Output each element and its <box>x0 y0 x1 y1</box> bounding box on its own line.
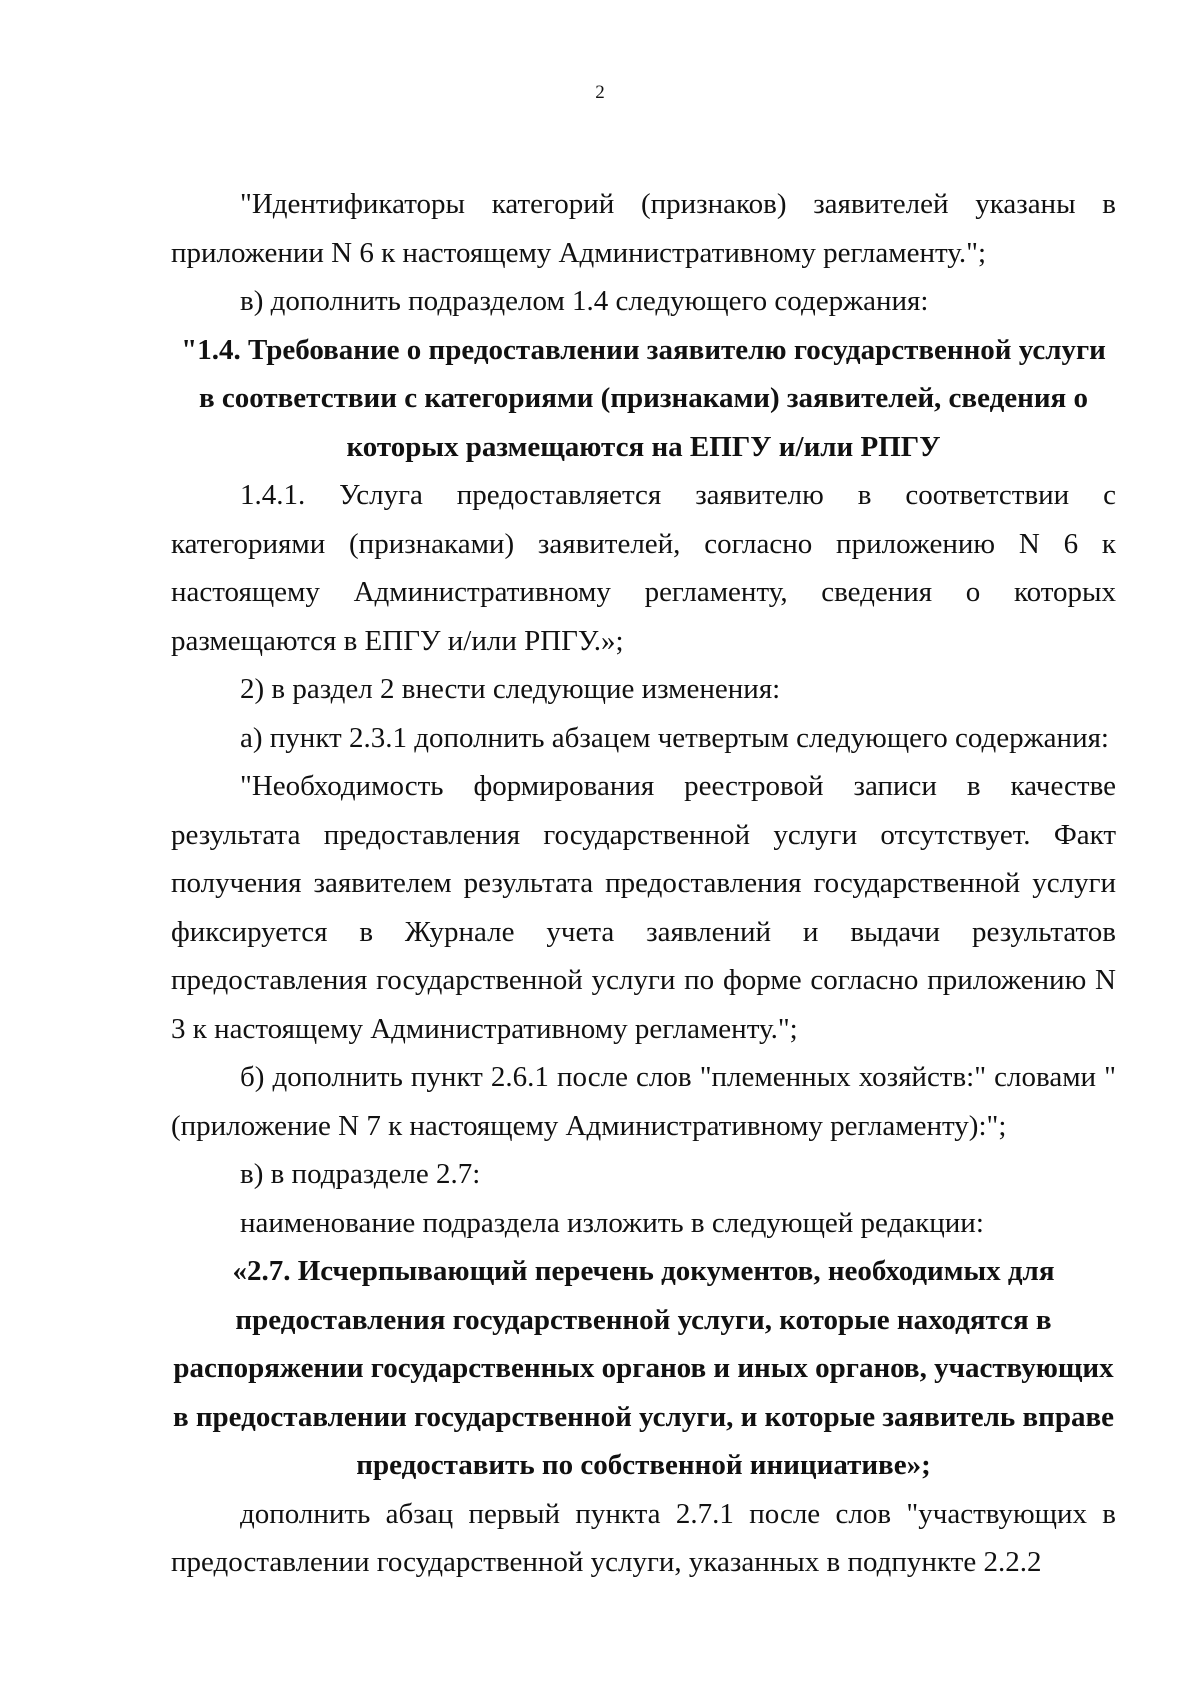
heading-subsection-2-7: «2.7. Исчерпывающий перечень документов, необходимых для предоставления государственной услуги, которые находятся в распоряжении государственных органов и иных органов, участвующих в предоставлении государственной услуги, и которые заявитель вправе предоставить по собственной инициативе»; <box>172 1255 1115 1481</box>
paragraph-add-subsection-1-4: в) дополнить подразделом 1.4 следующего содержания: <box>240 285 929 317</box>
page-number: 2 <box>595 82 605 103</box>
heading-subsection-1-4: "1.4. Требование о предоставлении заявителю государственной услуги в соответствии с категориями (признаками) заявителей, сведения о которых размещаются на ЕПГУ и/или РПГУ <box>181 333 1106 463</box>
paragraph-2-6-1-amend: б) дополнить пункт 2.6.1 после слов "племенных хозяйств:" словами "(приложение N 7 к настоящему Административному регламенту):"; <box>171 1061 1116 1142</box>
paragraph-rename-subsection: наименование подраздела изложить в следующей редакции: <box>240 1206 984 1239</box>
paragraph-subsection-2-7: в) в подразделе 2.7: <box>240 1158 481 1190</box>
paragraph-2-3-1-amend: а) пункт 2.3.1 дополнить абзацем четвертым следующего содержания: <box>240 721 1109 754</box>
document-body <box>171 180 1116 1587</box>
paragraph-identifiers-note: "Идентификаторы категорий (признаков) заявителей указаны в приложении N 6 к настоящему Административному регламенту."; <box>171 188 1116 269</box>
paragraph-registry-record: "Необходимость формирования реестровой записи в качестве результата предоставления государственной услуги отсутствует. Факт получения заявителем результата предоставления государственной услуги фиксируется в Журнале учета заявлений и выдачи результатов предоставления государственной услуги по форме согласно приложению N 3 к настоящему Административному регламенту."; <box>171 770 1116 1045</box>
paragraph-2-7-1-amend: дополнить абзац первый пункта 2.7.1 после слов "участвующих в предоставлении государственной услуги, указанных в подпункте 2.2.2 <box>171 1497 1116 1578</box>
paragraph-1-4-1: 1.4.1. Услуга предоставляется заявителю в соответствии с категориями (признаками) заявителей, согласно приложению N 6 к настоящему Административному регламенту, сведения о которых размещаются в ЕПГУ и/или РПГУ.»; <box>171 479 1116 657</box>
paragraph-section-2-changes: 2) в раздел 2 внести следующие изменения: <box>240 673 781 705</box>
